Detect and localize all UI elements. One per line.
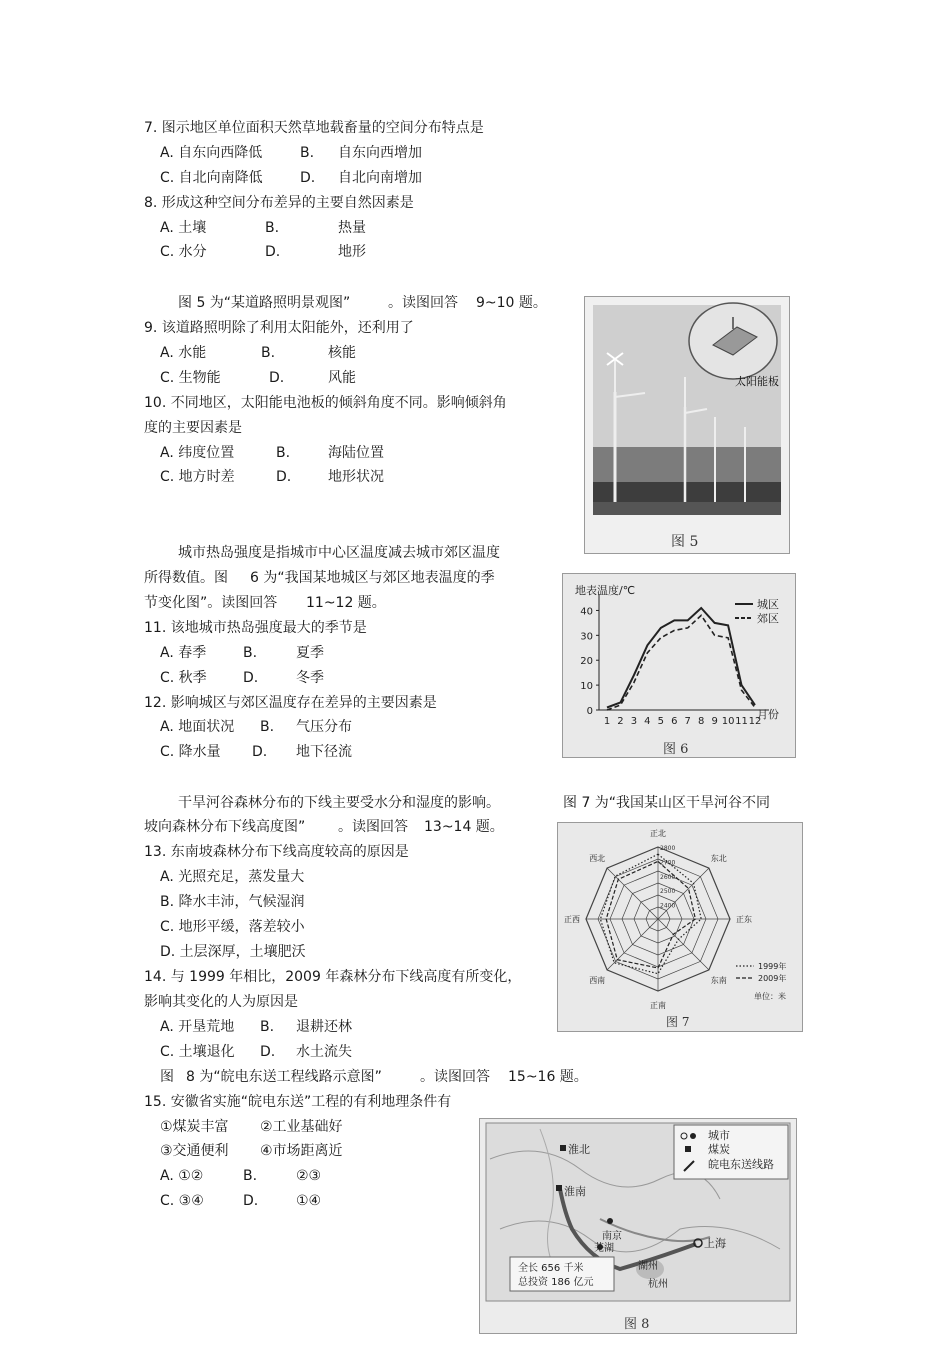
fig7-direction-label: 东南: [710, 975, 727, 985]
q7-option-d-letter: D.: [300, 170, 316, 186]
q11-option-d: 冬季: [296, 670, 324, 686]
q12-stem: 12. 影响城区与郊区温度存在差异的主要因素是: [144, 695, 437, 711]
q12-option-a: A. 地面状况: [160, 719, 235, 735]
q15-option-c: C. ③④: [160, 1193, 204, 1209]
q12-option-c: C. 降水量: [160, 744, 221, 760]
legend-city-label: 城市: [708, 1129, 730, 1142]
fig6-series-1-line: [607, 608, 755, 708]
city-huaibei: 淮北: [568, 1143, 590, 1156]
intro8-part4: 15~16 题。: [508, 1069, 588, 1085]
q15-statement-3: ③交通便利: [160, 1143, 229, 1159]
fig6-series-2-line: [607, 615, 755, 710]
q7-option-c: C. 自北向南降低: [160, 170, 263, 186]
q7-option-b-letter: B.: [300, 145, 315, 161]
q14-option-b-letter: B.: [260, 1019, 275, 1035]
q14-option-b: 退耕还林: [296, 1019, 352, 1035]
fig6-x-tick-label: 5: [657, 716, 665, 727]
q9-option-b: 核能: [328, 345, 356, 361]
fig6-x-tick-label: 11: [735, 716, 748, 727]
figure-5-caption: 图 5: [671, 534, 699, 550]
intro6-line3a: 节变化图”。读图回答: [144, 595, 278, 611]
route-investment: 总投资 186 亿元: [518, 1277, 594, 1288]
figure-6: [562, 573, 796, 758]
q15-option-a: A. ①②: [160, 1168, 204, 1184]
figure-8-caption: 图 8: [624, 1317, 650, 1332]
intro8-part3: 。读图回答: [420, 1069, 490, 1085]
q7-option-a: A. 自东向西降低: [160, 145, 263, 161]
fig7-legend-label: 2009年: [758, 974, 787, 983]
route-length: 全长 656 千米: [518, 1263, 584, 1274]
q8-option-d-letter: D.: [265, 244, 281, 260]
legend-route-label: 皖电东送线路: [708, 1158, 774, 1171]
q15-stem: 15. 安徽省实施“皖电东送”工程的有利地理条件有: [144, 1094, 452, 1110]
q13-option-d: D. 土层深厚，土壤肥沃: [160, 944, 306, 960]
fig7-series-1-line: [600, 854, 701, 974]
q9-option-d-letter: D.: [269, 370, 285, 386]
q14-option-d-letter: D.: [260, 1044, 276, 1060]
fig6-x-tick-label: 2: [617, 716, 624, 727]
legend-city-icon-2: [690, 1133, 696, 1139]
q8-option-c: C. 水分: [160, 244, 207, 260]
intro7-line1b: 图 7 为“我国某山区干旱河谷不同: [563, 795, 771, 811]
fig7-unit: 单位：米: [754, 992, 786, 1001]
fig6-x-tick-label: 10: [721, 716, 735, 727]
q8-option-b: 热量: [338, 220, 366, 236]
fig6-y-tick-label: 20: [580, 656, 593, 668]
intro6-line1: 城市热岛强度是指城市中心区温度减去城市郊区温度: [178, 545, 500, 561]
figure-6-caption: 图 6: [663, 742, 689, 757]
solar-panel-label: 太阳能板: [735, 375, 779, 388]
intro6-line2a: 所得数值。图: [144, 570, 228, 586]
q13-option-b: B. 降水丰沛，气候湿润: [160, 894, 305, 910]
q12-option-b-letter: B.: [260, 719, 275, 735]
intro5-part2: 。读图回答: [388, 295, 458, 311]
road-lighting-photo: [585, 297, 789, 553]
figure-5: [584, 296, 790, 554]
q10-option-d: 地形状况: [328, 469, 384, 485]
q12-option-b: 气压分布: [296, 719, 352, 735]
intro6-line2b: 6 为“我国某地城区与郊区地表温度的季: [250, 570, 495, 586]
q11-stem: 11. 该地城市热岛强度最大的季节是: [144, 620, 367, 636]
fig7-ring-label: 2800: [660, 845, 676, 852]
q8-option-b-letter: B.: [265, 220, 280, 236]
fig7-ring-label: 2600: [660, 873, 676, 881]
q13-stem: 13. 东南坡森林分布下线高度较高的原因是: [144, 844, 409, 860]
q8-option-d: 地形: [338, 244, 366, 260]
figure-8: [479, 1118, 797, 1334]
intro6-line3b: 11~12 题。: [306, 595, 386, 611]
fig6-y-tick-label: 30: [580, 631, 593, 643]
q15-statement-4: ④市场距离近: [260, 1143, 343, 1159]
fig7-direction-label: 正西: [564, 915, 580, 924]
q14-stem-line1: 14. 与 1999 年相比，2009 年森林分布下线高度有所变化，: [144, 969, 522, 985]
fig7-direction-label: 西南: [589, 975, 606, 985]
q11-option-b: 夏季: [296, 645, 324, 661]
q8-stem: 8. 形成这种空间分布差异的主要自然因素是: [144, 195, 414, 211]
fig6-x-tick-label: 6: [671, 716, 678, 727]
fig6-ylabel: 地表温度/℃: [575, 584, 636, 597]
city-hangzhou: 杭州: [648, 1279, 668, 1290]
fig6-y-tick-label: 40: [580, 606, 593, 618]
fig7-ring-label: 2500: [660, 888, 676, 896]
huaibei-coal-marker: [560, 1145, 566, 1151]
q8-option-a: A. 土壤: [160, 220, 207, 236]
q15-statement-2: ②工业基础好: [260, 1119, 343, 1135]
fig6-x-tick-label: 9: [711, 716, 718, 727]
q13-option-c: C. 地形平缓，落差较小: [160, 919, 305, 935]
q13-option-a: A. 光照充足，蒸发量大: [160, 869, 305, 885]
q11-option-a: A. 春季: [160, 645, 207, 661]
q14-option-a: A. 开垦荒地: [160, 1019, 235, 1035]
fig7-direction-label: 西北: [589, 854, 606, 864]
q15-option-d-letter: D.: [243, 1193, 259, 1209]
intro8-part2: 8 为“皖电东送工程线路示意图”: [186, 1069, 382, 1085]
intro7-line2c: 13~14 题。: [424, 819, 504, 835]
q11-option-c: C. 秋季: [160, 670, 207, 686]
q10-option-a: A. 纬度位置: [160, 445, 235, 461]
q10-stem-line2: 度的主要因素是: [144, 420, 242, 436]
q9-option-c: C. 生物能: [160, 370, 221, 386]
q14-option-c: C. 土壤退化: [160, 1044, 235, 1060]
fig6-xlabel: 月份: [757, 708, 779, 721]
power-transmission-route-map: [480, 1119, 796, 1333]
intro7-line2b: 。读图回答: [338, 819, 408, 835]
intro7-line2a: 坡向森林分布下线高度图”: [144, 819, 306, 835]
q14-option-d: 水土流失: [296, 1044, 352, 1060]
q12-option-d: 地下径流: [296, 744, 352, 760]
q7-option-d: 自北向南增加: [338, 170, 422, 186]
legend-coal-label: 煤炭: [708, 1143, 730, 1156]
intro8-part1: 图: [160, 1069, 174, 1085]
q7-option-b: 自东向西增加: [338, 145, 422, 161]
intro7-line1a: 干旱河谷森林分布的下线主要受水分和湿度的影响。: [178, 795, 500, 811]
fig6-x-tick-label: 3: [630, 716, 638, 727]
intro5-part1: 图 5 为“某道路照明景观图”: [178, 295, 351, 311]
legend-coal-icon: [685, 1146, 691, 1152]
fig6-legend-label: 城区: [757, 598, 779, 611]
fig7-direction-label: 东北: [710, 854, 727, 864]
q10-option-c: C. 地方时差: [160, 469, 235, 485]
nanjing-marker: [607, 1218, 613, 1224]
q15-option-d: ①④: [296, 1193, 322, 1209]
photo-road: [593, 502, 781, 515]
q9-stem: 9. 该道路照明除了利用太阳能外，还利用了: [144, 320, 414, 336]
fig7-direction-label: 正南: [650, 1001, 666, 1010]
city-nanjing: 南京: [602, 1231, 622, 1242]
q7-stem: 7. 图示地区单位面积天然草地载畜量的空间分布特点是: [144, 120, 484, 136]
fig6-y-tick-label: 10: [580, 681, 593, 693]
q15-option-b-letter: B.: [243, 1168, 258, 1184]
huainan-coal-marker: [556, 1185, 562, 1191]
figure-7-caption: 图 7: [666, 1015, 690, 1029]
q10-option-d-letter: D.: [276, 469, 292, 485]
q11-option-d-letter: D.: [243, 670, 259, 686]
fig7-legend-label: 1999年: [758, 962, 787, 971]
fig6-x-tick-label: 12: [748, 716, 762, 727]
fig7-direction-label: 正东: [736, 915, 752, 924]
q9-option-d: 风能: [328, 370, 356, 386]
surface-temperature-chart: [563, 574, 795, 757]
q15-option-b: ②③: [296, 1168, 322, 1184]
fig6-legend-label: 郊区: [757, 612, 779, 625]
q15-statement-1: ①煤炭丰富: [160, 1119, 229, 1135]
fig7-spoke: [607, 868, 658, 919]
city-shanghai: 上海: [704, 1237, 726, 1250]
city-wuhu: 芜湖: [594, 1243, 614, 1254]
q14-stem-line2: 影响其变化的人为原因是: [144, 994, 298, 1010]
city-huainan: 淮南: [564, 1185, 586, 1198]
fig6-y-tick-label: 0: [586, 706, 593, 717]
fig6-x-tick-label: 8: [697, 716, 705, 727]
q10-stem-line1: 10. 不同地区，太阳能电池板的倾斜角度不同。影响倾斜角: [144, 395, 507, 411]
city-huzhou: 湖州: [638, 1261, 658, 1272]
q11-option-b-letter: B.: [243, 645, 258, 661]
q12-option-d-letter: D.: [252, 744, 268, 760]
fig6-x-tick-label: 1: [603, 716, 611, 727]
q9-option-a: A. 水能: [160, 345, 207, 361]
q9-option-b-letter: B.: [261, 345, 276, 361]
fig6-x-tick-label: 7: [684, 716, 691, 727]
q10-option-b: 海陆位置: [328, 445, 384, 461]
fig7-ring-label: 2400: [660, 902, 676, 910]
q10-option-b-letter: B.: [276, 445, 291, 461]
intro5-part3: 9~10 题。: [476, 295, 547, 311]
figure-7: [557, 822, 803, 1032]
fig7-direction-label: 正北: [650, 829, 666, 838]
forest-lower-limit-radar-chart: [558, 823, 802, 1031]
fig7-ring-label: 2700: [660, 859, 676, 867]
fig6-x-tick-label: 4: [644, 716, 651, 727]
